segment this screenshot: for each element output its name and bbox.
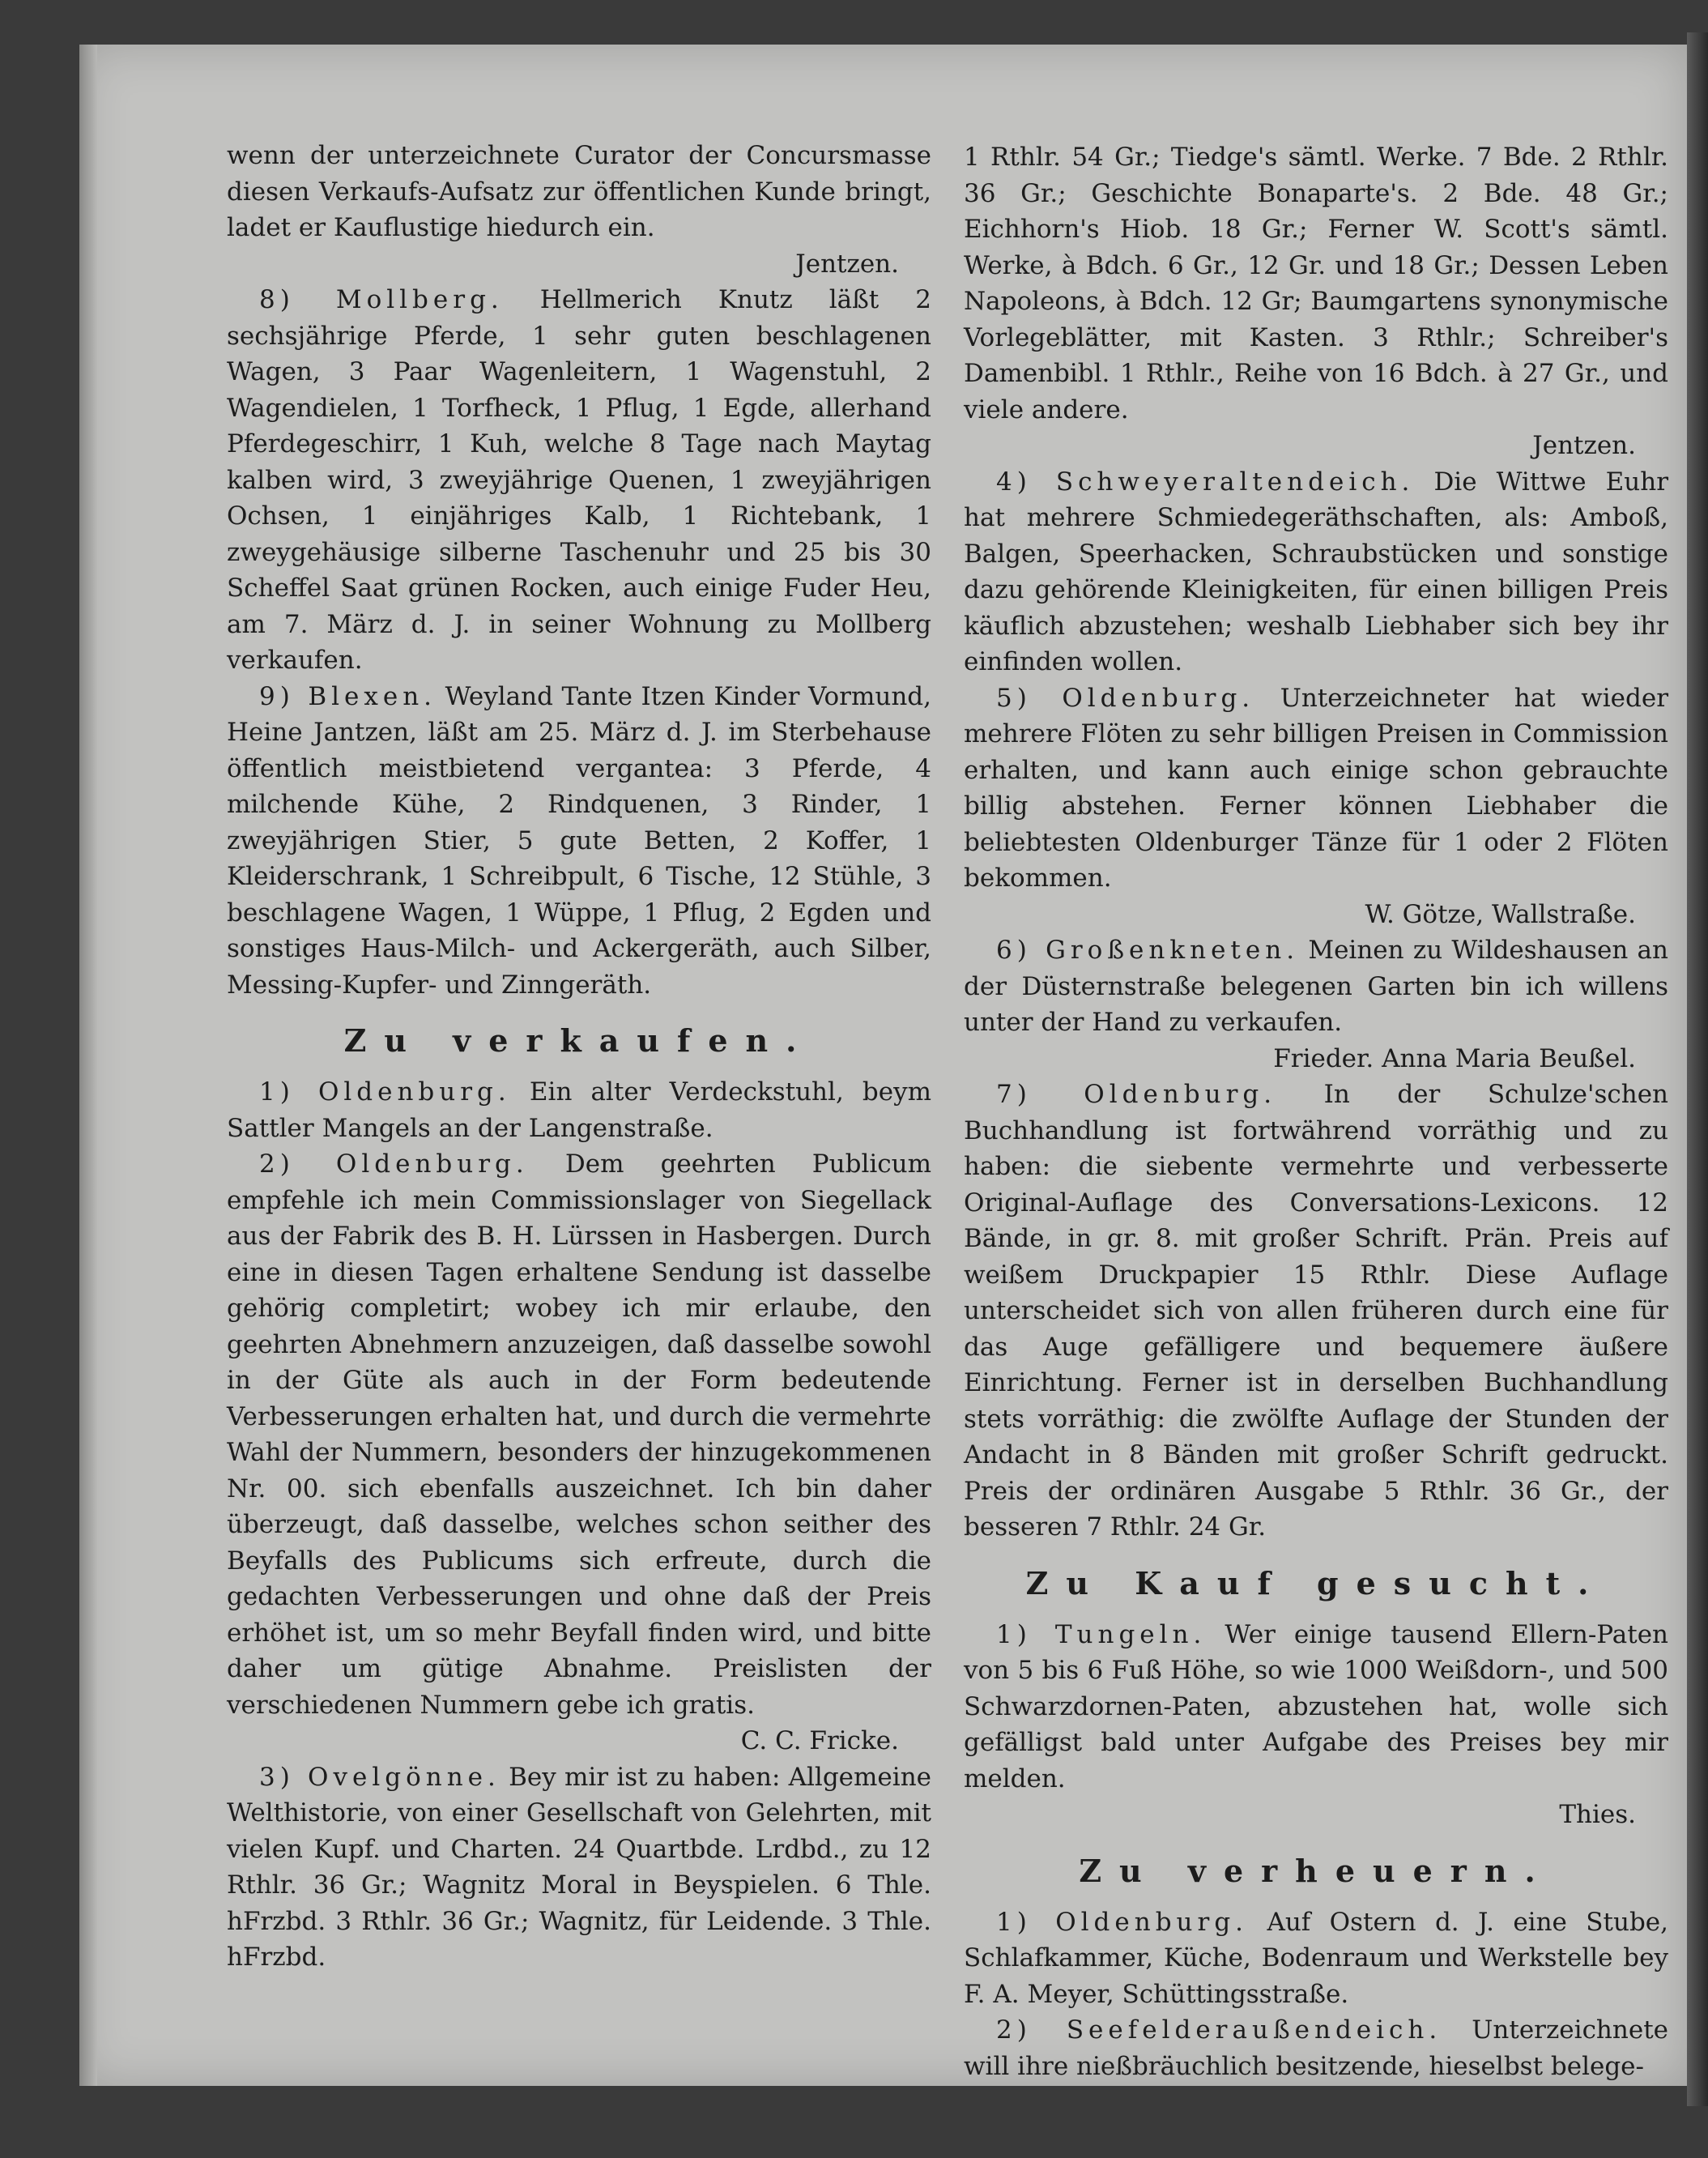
left-column: [227, 138, 931, 1976]
intro-signature: Jentzen.: [795, 249, 899, 279]
notice-place: 8) Mollberg.: [259, 285, 504, 314]
page-edge-shadow: [79, 45, 97, 2086]
section-heading-verheuern: Zu verheuern.: [1079, 1852, 1553, 1889]
notice-text: Dem geehrten Publicum empfehle ich mein Commissionslager von Siegellack aus der Fabrik des B. H. Lürssen in Hasbergen. Durch eine in diesen Tagen erhaltene Sendung ist dasselbe gehörig completirt; wobey ich mir erlaube, den geehrten Abnehmern anzuzeigen, daß dasselbe sowohl in der Güte als auch in der Form bedeutende Verbesserungen erhalten hat, und durch die vermehrte Wahl der Nummern, besonders der hinzugekommenen Nr. 00. sich ebenfalls auszeichnet. Ich bin daher überzeugt, daß dasselbe, welches schon seither des Beyfalls des Publicums sich erfreute, durch die gedachten Verbesserungen und ohne daß der Preis erhöhet ist, um so mehr Beyfall finden wird, und bitte daher um gütige Abnahme. Preislisten der verschiedenen Nummern gebe ich gratis.: [227, 1149, 932, 1720]
notice-place: 1) Tungeln.: [996, 1619, 1207, 1649]
notice-place: 6) Großenkneten.: [996, 936, 1300, 965]
right-column: [964, 139, 1668, 2084]
notice-text: Ein alter Verdeckstuhl, beym Sattler Mangels an der Langenstraße.: [227, 1077, 932, 1143]
sale-item-7: [964, 1077, 1668, 1546]
sale-item-3: [227, 1759, 931, 1976]
notice-text: In der Schulze'schen Buchhandlung ist fortwährend vorräthig und zu haben: die siebente vermehrte und verbesserte Original-Auflage des Conversations-Lexicons. 12 Bände, in gr. 8. mit großer Schrift. Prän. Preis auf weißem Druckpapier 15 Rthlr. Diese Auflage unterscheidet sich von allen früheren durch eine für das Auge gefälligere und bequemere äußere Einrichtung. Ferner ist in derselben Buchhandlung stets vorräthig: die zwölfte Auflage der Stunden der Andacht in 8 Bänden mit großer Schrift gedruckt. Preis der ordinären Ausgabe 5 Rthlr. 36 Gr., der besseren 7 Rthlr. 24 Gr.: [964, 1080, 1669, 1542]
notice-text: Hellmerich Knutz läßt 2 sechsjährige Pferde, 1 sehr guten beschlagenen Wagen, 3 Paar Wagenleitern, 1 Wagenstuhl, 2 Wagendielen, 1 Torfheck, 1 Pflug, 1 Egde, allerhand Pferdegeschirr, 1 Kuh, welche 8 Tage nach Maytag kalben wird, 3 zweyjährige Quenen, 1 zweyjährigen Ochsen, 1 einjähriges Kalb, 1 Richtebank, 1 zweygehäusige silberne Taschenuhr und 25 bis 30 Scheffel Saat grünen Rocken, auch einige Fuder Heu, am 7. März d. J. in seiner Wohnung zu Mollberg verkaufen.: [227, 285, 931, 675]
notice-place: 5) Oldenburg.: [996, 683, 1255, 713]
continued-book-list: 1 Rthlr. 54 Gr.; Tiedge's sämtl. Werke. 7 Bde. 2 Rthlr. 36 Gr.; Geschichte Bonaparte's. 2 Bde. 48 Gr.; Eichhorn's Hiob. 18 Gr.; Ferner W. Scott's sämtl. Werke, à Bdch. 6 Gr., 12 Gr. und 18 Gr.; Dessen Leben Napoleons, à Bdch. 12 Gr; Baumgartens synonymische Vorlegeblätter, mit Kasten. 3 Rthlr.; Schreiber's Damenbibl. 1 Rthlr., Reihe von 16 Bdch. à 27 Gr., und viele andere.: [964, 143, 1668, 424]
continued-signature: Jentzen.: [1532, 431, 1636, 460]
sale-item-5: [964, 680, 1668, 897]
notice-text: Auf Ostern d. J. eine Stube, Schlafkammer, Küche, Bodenraum und Werkstelle bey F. A. Meyer, Schüttingsstraße.: [964, 1907, 1669, 2009]
section-heading-verkaufen: Zu verkaufen.: [343, 1022, 815, 1059]
notice-text: Unterzeichnete will ihre nießbräuchlich besitzende, hieselbst belege-: [964, 2015, 1669, 2081]
sale-item-5-signature: W. Götze, Wallstraße.: [1365, 899, 1636, 929]
notice-text: Bey mir ist zu haben: Allgemeine Welthistorie, von einer Gesellschaft von Gelehrten, mit vielen Kupf. und Charten. 24 Quartbde. Lrdbd., zu 12 Rthlr. 36 Gr.; Wagnitz Moral in Beyspielen. 6 Thle. hFrzbd. 3 Rthlr. 36 Gr.; Wagnitz, für Leidende. 3 Thle. hFrzbd.: [227, 1762, 931, 1972]
notice-text: Wer einige tausend Ellern-Paten von 5 bis 6 Fuß Höhe, so wie 1000 Weißdorn-, und 500 Schwarzdornen-Paten, abzustehen hat, wolle sich gefälligst bald unter Aufgabe des Preises bey mir melden.: [964, 1619, 1669, 1793]
sale-item-6-signature: Frieder. Anna Maria Beußel.: [1273, 1043, 1636, 1073]
notice-item-9: [227, 679, 931, 1004]
notice-text: Die Wittwe Euhr hat mehrere Schmiedegeräthschaften, als: Amboß, Balgen, Speerhacken, Schraubstücken und sonstige dazu gehörende Kleinigkeiten, für einen billigen Preis käuflich abzustehen; weshalb Liebhaber sich bey ihr einfinden wollen.: [964, 467, 1669, 676]
sale-item-2-signature: C. C. Fricke.: [740, 1726, 899, 1755]
rent-item-1: [964, 1904, 1668, 2013]
intro-paragraph: wenn der unterzeichnete Curator der Concursmasse diesen Verkaufs-Aufsatz zur öffentlichen Kunde bringt, ladet er Kauflustige hiedurch ein.: [227, 141, 931, 242]
notice-place: 2) Seefelderaußendeich.: [996, 2015, 1442, 2045]
notice-text: Weyland Tante Itzen Kinder Vormund, Heine Jantzen, läßt am 25. März d. J. im Sterbehause öffentlich meistbietend vergantea: 3 Pferde, 4 milchende Kühe, 2 Rindquenen, 3 Rinder, 1 zweyjährigen Stier, 5 gute Betten, 2 Koffer, 1 Kleiderschrank, 1 Schreibpult, 6 Tische, 12 Stühle, 3 beschlagene Wagen, 1 Wüppe, 1 Pflug, 2 Egden und sonstiges Haus-Milch- und Ackergeräth, auch Silber, Messing-Kupfer- und Zinngeräth.: [227, 681, 931, 1000]
section-heading-kauf-gesucht: Zu Kauf gesucht.: [1025, 1564, 1607, 1601]
notice-place: 4) Schweyeraltendeich.: [996, 467, 1415, 497]
sale-item-1: [227, 1074, 931, 1146]
book-spine: [1687, 32, 1708, 2106]
notice-place: 1) Oldenburg.: [259, 1077, 511, 1107]
notice-place: 2) Oldenburg.: [259, 1149, 529, 1179]
sale-item-2: [227, 1146, 931, 1723]
wanted-item-1-signature: Thies.: [1559, 1800, 1636, 1829]
notice-text: Unterzeichneter hat wieder mehrere Flöten zu sehr billigen Preisen in Commission erhalten, und kann auch einige schon gebrauchte billig abstehen. Ferner können Liebhaber die beliebtesten Oldenburger Tänze für 1 oder 2 Flöten bekommen.: [964, 683, 1669, 893]
notice-place: 9) Blexen.: [259, 681, 437, 711]
notice-place: 3) Ovelgönne.: [259, 1762, 500, 1792]
notice-place: 1) Oldenburg.: [996, 1907, 1249, 1937]
notice-place: 7) Oldenburg.: [996, 1080, 1277, 1109]
notice-item-8: [227, 282, 931, 679]
rent-item-2: [964, 2012, 1668, 2084]
sale-item-6: [964, 932, 1668, 1041]
sale-item-4: [964, 464, 1668, 680]
notice-text: Meinen zu Wildeshausen an der Düsternstraße belegenen Garten bin ich willens unter der Hand zu verkaufen.: [964, 936, 1669, 1037]
wanted-item-1: [964, 1617, 1668, 1798]
